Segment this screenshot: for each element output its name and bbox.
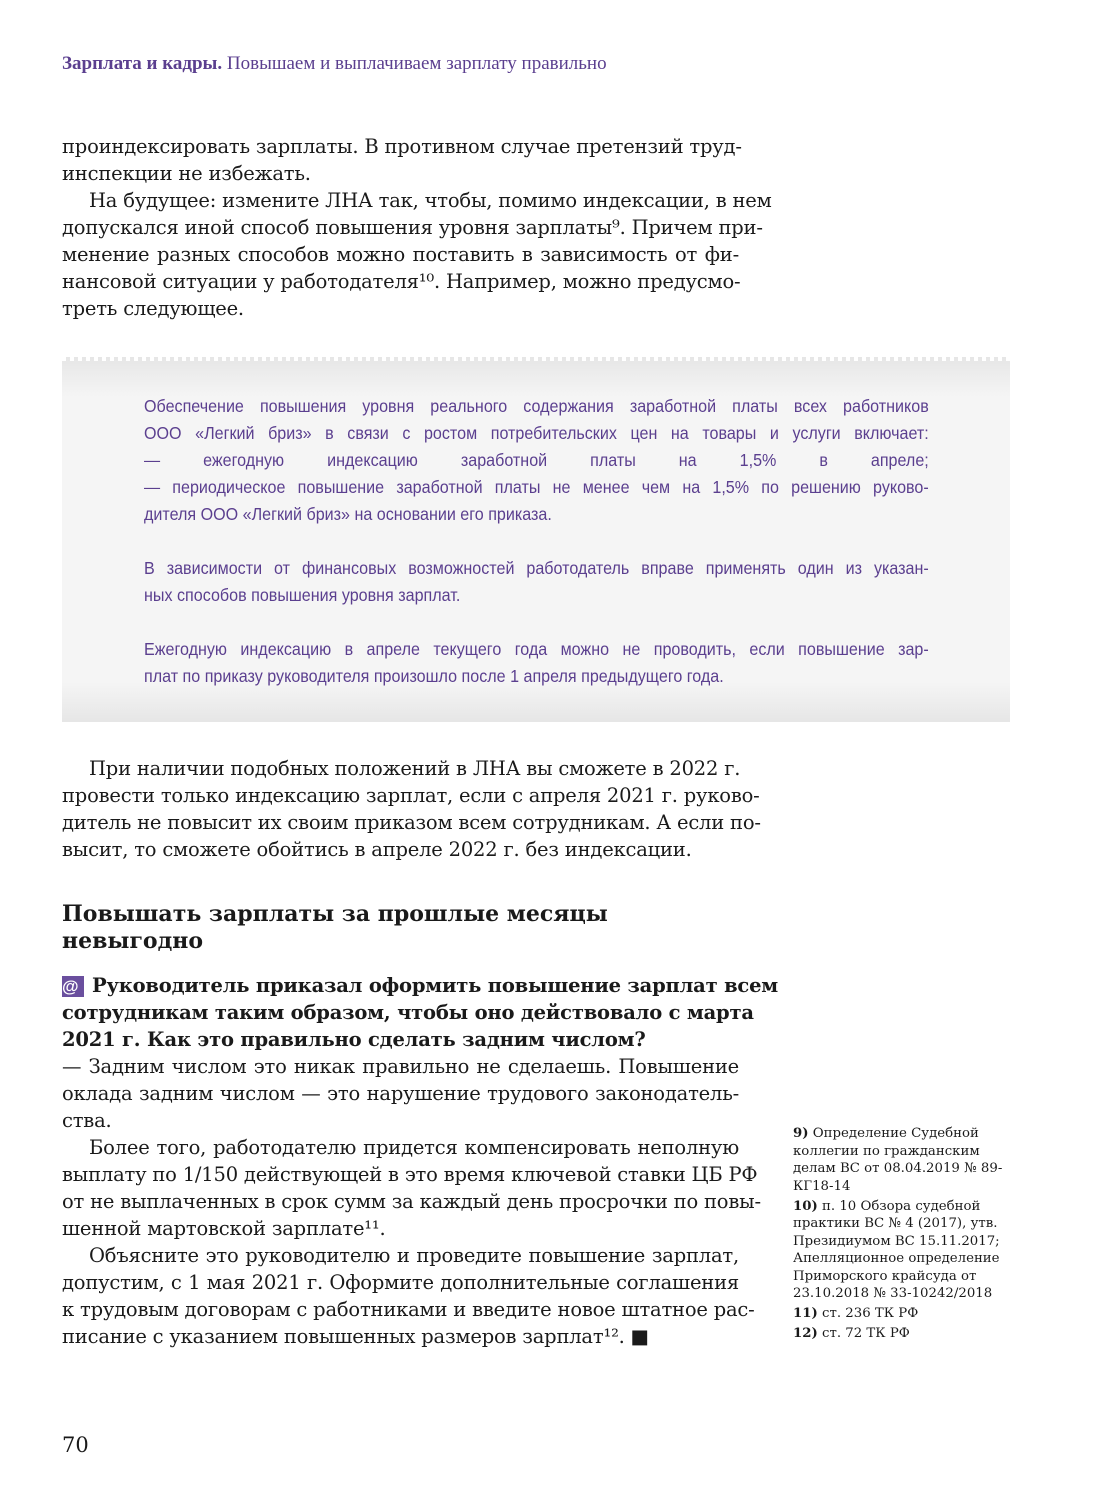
text-line: проиндексировать зарплаты. В противном случае претензий труд- xyxy=(62,135,742,158)
text-line: В зависимости от финансовых возможностей работодатель вправе применять один из указан- xyxy=(144,558,929,578)
text-line: выплату по 1/150 действующей в это время ключевой ставки ЦБ РФ xyxy=(62,1163,758,1186)
answer xyxy=(62,1242,755,1350)
question: @ Руководитель приказал оформить повышение зарплат всем сотрудникам таким образом, чтобы оно действовало с марта 2021 г. Как это правильно сделать задним числом? xyxy=(62,974,779,1051)
text-line: треть следующее. xyxy=(62,297,244,320)
text-line: менение разных способов можно поставить в зависимость от фи- xyxy=(62,243,739,266)
chapter-title: Повышаем и выплачиваем зарплату правильно xyxy=(226,53,607,74)
paragraph xyxy=(62,133,742,187)
footnote: 12) ст. 72 ТК РФ xyxy=(793,1326,910,1341)
footnote: 9) Определение Судебной коллегии по гражданским делам ВС от 08.04.2019 № 89-КГ18-14 xyxy=(793,1126,1003,1194)
text-line: дитель не повысит их своим приказом всем сотрудникам. А если по- xyxy=(62,811,761,834)
text-line: — ежегодную индексацию заработной платы на 1,5% в апреле; xyxy=(144,450,929,470)
footnotes xyxy=(793,1125,1023,1345)
text-line: При наличии подобных положений в ЛНА вы сможете в 2022 г. xyxy=(89,757,741,780)
text-line: плат по приказу руководителя произошло после 1 апреля предыдущего года. xyxy=(144,666,724,686)
text-line: Ежегодную индексацию в апреле текущего года можно не проводить, если повышение зар- xyxy=(144,639,929,659)
text-line: — периодическое повышение заработной платы не менее чем на 1,5% по решению руково- xyxy=(144,477,929,497)
box-block xyxy=(144,393,929,528)
footnote: 10) п. 10 Обзора судебной практики ВС № 4 (2017), утв. Президиумом ВС 15.11.2017; Апелляционное определение Приморского крайсуда от 23.10.2018 № 33-10242/2018 xyxy=(793,1198,1000,1301)
section-name: Зарплата и кадры. xyxy=(62,53,223,74)
running-header xyxy=(62,53,607,75)
text-line: писание с указанием повышенных размеров зарплат¹². ■ xyxy=(62,1325,649,1348)
text-line: ООО «Легкий бриз» в связи с ростом потребительских цен на товары и услуги включает: xyxy=(144,423,929,443)
text-line: провести только индексацию зарплат, если с апреля 2021 г. руково- xyxy=(62,784,760,807)
answer xyxy=(62,1134,761,1242)
text-line: шенной мартовской зарплате¹¹. xyxy=(62,1217,386,1240)
paragraph xyxy=(62,755,761,863)
text-line: ных способов повышения уровня зарплат. xyxy=(144,585,461,605)
text-line: оклада задним числом — это нарушение трудового законодатель- xyxy=(62,1082,739,1105)
text-line: На будущее: измените ЛНА так, чтобы, помимо индексации, в нем xyxy=(89,189,772,212)
section-heading: Повышать зарплаты за прошлые месяцы невыгодно xyxy=(62,901,608,954)
footnote: 11) ст. 236 ТК РФ xyxy=(793,1306,919,1321)
text-line: ства. xyxy=(62,1109,112,1132)
answer xyxy=(62,1053,739,1134)
text-line: допустим, с 1 мая 2021 г. Оформите дополнительные соглашения xyxy=(62,1271,739,1294)
box-block xyxy=(144,636,929,690)
text-line: допускался иной способ повышения уровня зарплаты⁹. Причем при- xyxy=(62,216,763,239)
text-line: — Задним числом это никак правильно не сделаешь. Повышение xyxy=(62,1055,739,1078)
text-line: Объясните это руководителю и проведите повышение зарплат, xyxy=(89,1244,739,1267)
text-line: Более того, работодателю придется компенсировать неполную xyxy=(89,1136,739,1159)
text-line: Обеспечение повышения уровня реального содержания заработной платы всех работников xyxy=(144,396,929,416)
page-number: 70 xyxy=(62,1433,89,1457)
text-line: дителя ООО «Легкий бриз» на основании его приказа. xyxy=(144,504,552,524)
question-at-icon: @ xyxy=(62,976,84,997)
text-line: инспекции не избежать. xyxy=(62,162,311,185)
text-line: нансовой ситуации у работодателя¹⁰. Например, можно предусмо- xyxy=(62,270,741,293)
example-box xyxy=(62,357,1010,722)
text-line: высит, то сможете обойтись в апреле 2022 г. без индексации. xyxy=(62,838,692,861)
paragraph xyxy=(62,187,772,322)
text-line: к трудовым договорам с работниками и введите новое штатное рас- xyxy=(62,1298,755,1321)
text-line: от не выплаченных в срок сумм за каждый день просрочки по повы- xyxy=(62,1190,761,1213)
box-block xyxy=(144,555,929,609)
